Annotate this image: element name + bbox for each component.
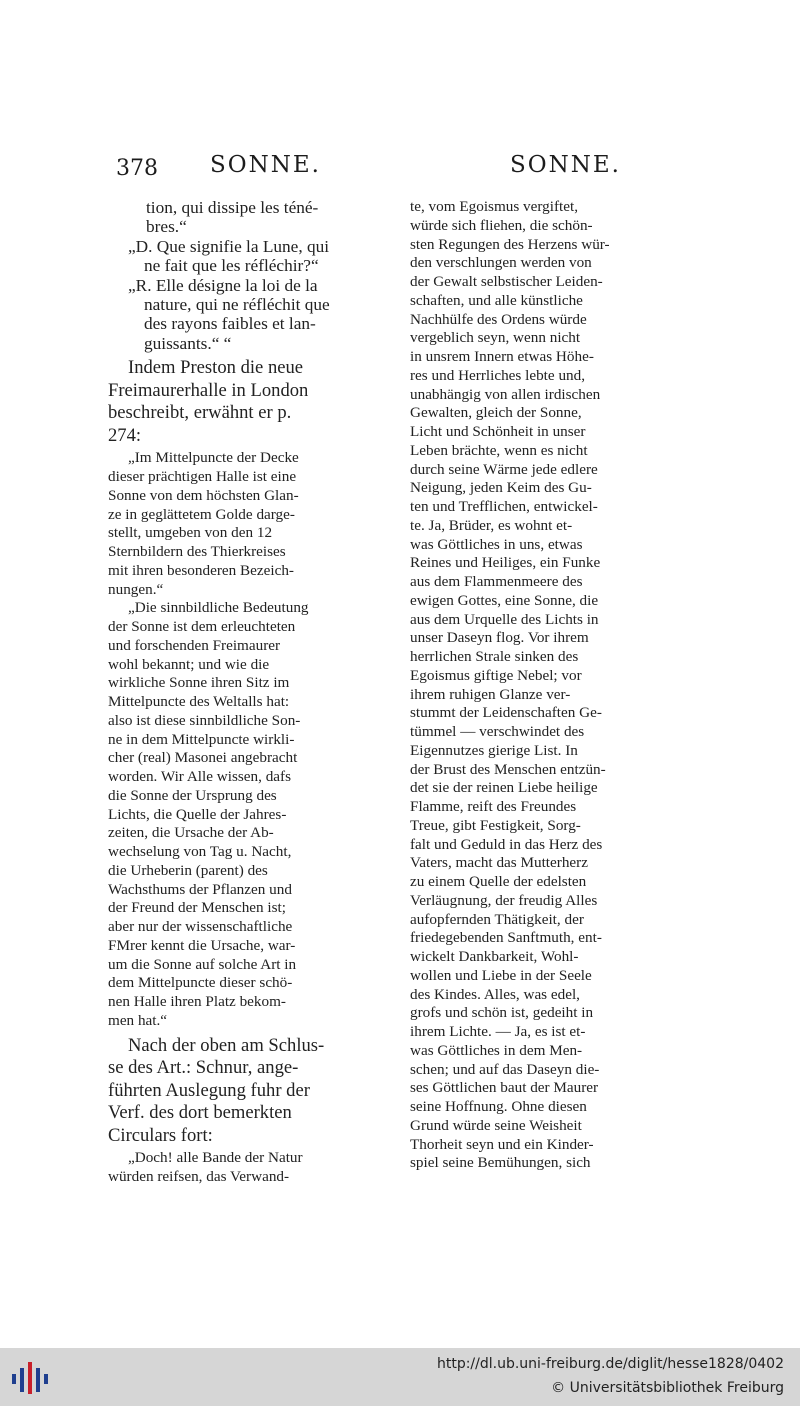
text-line: Freimaurerhalle in London bbox=[108, 379, 309, 401]
quote-paragraph bbox=[108, 599, 393, 1030]
text-line: also ist diese sinnbildliche Son- bbox=[108, 711, 301, 729]
text-line: Gewalten, gleich der Sonne, bbox=[410, 404, 582, 422]
text-line: cher (real) Masonei angebracht bbox=[108, 749, 298, 767]
text-line: ten und Trefflichen, entwickel- bbox=[410, 498, 598, 515]
text-line: ze in geglättetem Golde darge- bbox=[108, 505, 295, 523]
running-head-right: SONNE. bbox=[510, 152, 621, 178]
text-line: unabhängig von allen irdischen bbox=[410, 385, 601, 403]
text-line: guissants.“ “ bbox=[144, 333, 232, 353]
text-line: schen; und auf das Daseyn die- bbox=[410, 1060, 600, 1078]
text-line: stellt, umgeben von den 12 bbox=[108, 524, 273, 542]
text-line: friedegebenden Sanftmuth, ent- bbox=[410, 929, 602, 947]
text-line: wollen und Liebe in der Seele bbox=[410, 966, 592, 984]
text-line: vergeblich seyn, wenn nicht bbox=[410, 329, 581, 347]
left-column bbox=[108, 198, 393, 1187]
text-line: der Freund der Menschen ist; bbox=[108, 899, 286, 917]
text-line: würden reifsen, das Verwand- bbox=[108, 1167, 290, 1185]
text-line: würde sich fliehen, die schön- bbox=[410, 216, 593, 234]
text-line: Indem Preston die neue bbox=[128, 357, 304, 379]
text-line: „R. Elle désigne la loi de la bbox=[128, 275, 318, 295]
text-line: tümmel — verschwindet des bbox=[410, 723, 585, 740]
text-line: „D. Que signifie la Lune, qui bbox=[128, 236, 330, 256]
text-line: ne fait que les réfléchir?“ bbox=[144, 256, 319, 276]
text-line: was Göttliches in uns, etwas bbox=[410, 535, 583, 553]
text-line: nungen.“ bbox=[108, 580, 164, 598]
text-line: Wachsthums der Pflanzen und bbox=[108, 880, 292, 898]
text-line: Treue, gibt Festigkeit, Sorg- bbox=[410, 816, 581, 834]
text-line: zu einem Quelle der edelsten bbox=[410, 873, 587, 890]
running-head-left: SONNE. bbox=[210, 152, 321, 178]
text-line: Mittelpuncte des Weltalls hat: bbox=[108, 693, 290, 710]
text-line: ne in dem Mittelpuncte wirkli- bbox=[108, 730, 295, 748]
text-line: schaften, und alle künstliche bbox=[410, 291, 583, 309]
text-line: tion, qui dissipe les téné- bbox=[146, 198, 319, 217]
text-line: nen Halle ihren Platz bekom- bbox=[108, 993, 286, 1010]
text-line: ihrem Lichte. — Ja, es ist et- bbox=[410, 1023, 586, 1040]
text-line: aufopfernden Thätigkeit, der bbox=[410, 910, 584, 928]
footer-copyright: © Universitätsbibliothek Freiburg bbox=[551, 1380, 784, 1396]
text-line: und forschenden Freimaurer bbox=[108, 636, 281, 654]
text-line: Thorheit seyn und ein Kinder- bbox=[410, 1135, 594, 1153]
text-line: die Sonne der Ursprung des bbox=[108, 786, 277, 804]
text-line: falt und Geduld in das Herz des bbox=[410, 835, 603, 853]
page-header bbox=[0, 150, 800, 190]
text-line: worden. Wir Alle wissen, dafs bbox=[108, 768, 292, 785]
ub-freiburg-logo-icon[interactable] bbox=[10, 1358, 50, 1398]
text-line: Flamme, reift des Freundes bbox=[410, 798, 577, 815]
preston-paragraph bbox=[108, 357, 393, 447]
text-line: dem Mittelpuncte dieser schö- bbox=[108, 974, 293, 992]
text-line: Eigennutzes gierige List. In bbox=[410, 741, 578, 759]
text-line: herrlichen Strale sinken des bbox=[410, 648, 579, 665]
text-line: res und Herrliches lebte und, bbox=[410, 366, 586, 384]
text-line: Vaters, macht das Mutterherz bbox=[410, 854, 588, 872]
text-line: wechselung von Tag u. Nacht, bbox=[108, 843, 292, 860]
text-line: FMrer kennt die Ursache, war- bbox=[108, 936, 296, 954]
french-dialogue bbox=[108, 198, 393, 353]
text-line: führten Auslegung fuhr der bbox=[108, 1079, 310, 1101]
text-line: Sternbildern des Thierkreises bbox=[108, 543, 286, 560]
text-line: der Brust des Menschen entzün- bbox=[410, 760, 606, 778]
text-line: te. Ja, Brüder, es wohnt et- bbox=[410, 516, 573, 534]
text-line: „Im Mittelpuncte der Decke bbox=[128, 449, 299, 467]
text-line: aber nur der wissenschaftliche bbox=[108, 918, 293, 935]
text-line: der Gewalt selbstischer Leiden- bbox=[410, 273, 603, 290]
text-line: was Göttliches in dem Men- bbox=[410, 1041, 583, 1059]
text-line: 274: bbox=[108, 424, 142, 446]
right-column bbox=[410, 198, 695, 1173]
text-line: Licht und Schönheit in unser bbox=[410, 423, 586, 440]
page-number: 378 bbox=[116, 156, 158, 181]
text-line: durch seine Wärme jede edlere bbox=[410, 460, 598, 478]
text-line: Sonne von dem höchsten Glan- bbox=[108, 486, 299, 504]
text-line: nature, qui ne réfléchit que bbox=[144, 295, 330, 315]
text-line: Nach der oben am Schlus- bbox=[128, 1034, 325, 1056]
text-line: Reines und Heiliges, ein Funke bbox=[410, 554, 601, 572]
text-line: dieser prächtigen Halle ist eine bbox=[108, 468, 297, 485]
text-line: stummt der Leidenschaften Ge- bbox=[410, 704, 602, 722]
quote-paragraph bbox=[108, 1149, 393, 1187]
text-line: wirkliche Sonne ihren Sitz im bbox=[108, 674, 290, 692]
text-line: die Urheberin (parent) des bbox=[108, 861, 268, 879]
text-line: Nachhülfe des Ordens würde bbox=[410, 310, 587, 328]
text-line: spiel seine Bemühungen, sich bbox=[410, 1154, 591, 1172]
text-line: Verläugnung, der freudig Alles bbox=[410, 891, 598, 909]
text-line: Grund würde seine Weisheit bbox=[410, 1116, 582, 1134]
text-line: Verf. des dort bemerkten bbox=[108, 1102, 292, 1123]
text-line: aus dem Urquelle des Lichts in bbox=[410, 610, 599, 628]
text-line: men hat.“ bbox=[108, 1011, 168, 1029]
text-line: aus dem Flammenmeere des bbox=[410, 573, 583, 590]
text-line: Egoismus giftige Nebel; vor bbox=[410, 666, 582, 684]
text-line: wohl bekannt; und wie die bbox=[108, 655, 270, 673]
text-line: mit ihren besonderen Bezeich- bbox=[108, 561, 294, 579]
text-line: zeiten, die Ursache der Ab- bbox=[108, 824, 274, 842]
text-line: bres.“ bbox=[146, 217, 187, 237]
text-line: Neigung, jeden Keim des Gu- bbox=[410, 479, 592, 497]
text-line: den verschlungen werden von bbox=[410, 254, 592, 272]
text-line: um die Sonne auf solche Art in bbox=[108, 955, 297, 973]
text-line: Lichts, die Quelle der Jahres- bbox=[108, 805, 287, 823]
schnur-paragraph bbox=[108, 1035, 393, 1148]
footer-url-link[interactable]: http://dl.ub.uni-freiburg.de/diglit/hesse1828/0402 bbox=[436, 1356, 784, 1372]
text-line: te, vom Egoismus vergiftet, bbox=[410, 198, 579, 215]
text-line: „Doch! alle Bande der Natur bbox=[128, 1149, 303, 1166]
footer-bar bbox=[0, 1348, 800, 1406]
text-line: ewigen Gottes, eine Sonne, die bbox=[410, 591, 599, 609]
text-line: ses Göttlichen baut der Maurer bbox=[410, 1079, 599, 1097]
text-line: wickelt Dankbarkeit, Wohl- bbox=[410, 948, 579, 965]
text-line: des Kindes. Alles, was edel, bbox=[410, 985, 580, 1003]
text-line: Leben brächte, wenn es nicht bbox=[410, 441, 588, 459]
text-line: unser Daseyn flog. Vor ihrem bbox=[410, 629, 589, 647]
text-line: der Sonne ist dem erleuchteten bbox=[108, 618, 296, 635]
text-line: „Die sinnbildliche Bedeutung bbox=[128, 599, 309, 617]
text-line: in unsrem Innern etwas Höhe- bbox=[410, 348, 594, 365]
quote-paragraph bbox=[108, 449, 393, 599]
text-line: det sie der reinen Liebe heilige bbox=[410, 779, 598, 797]
text-line: ihrem ruhigen Glanze ver- bbox=[410, 685, 571, 703]
text-line: Circulars fort: bbox=[108, 1124, 213, 1146]
text-line: des rayons faibles et lan- bbox=[144, 314, 316, 334]
text-line: grofs und schön ist, gedeiht in bbox=[410, 1004, 594, 1022]
text-line: beschreibt, erwähnt er p. bbox=[108, 402, 292, 424]
text-line: sten Regungen des Herzens wür- bbox=[410, 235, 610, 253]
text-line: seine Hoffnung. Ohne diesen bbox=[410, 1098, 587, 1115]
text-line: se des Art.: Schnur, ange- bbox=[108, 1057, 299, 1078]
